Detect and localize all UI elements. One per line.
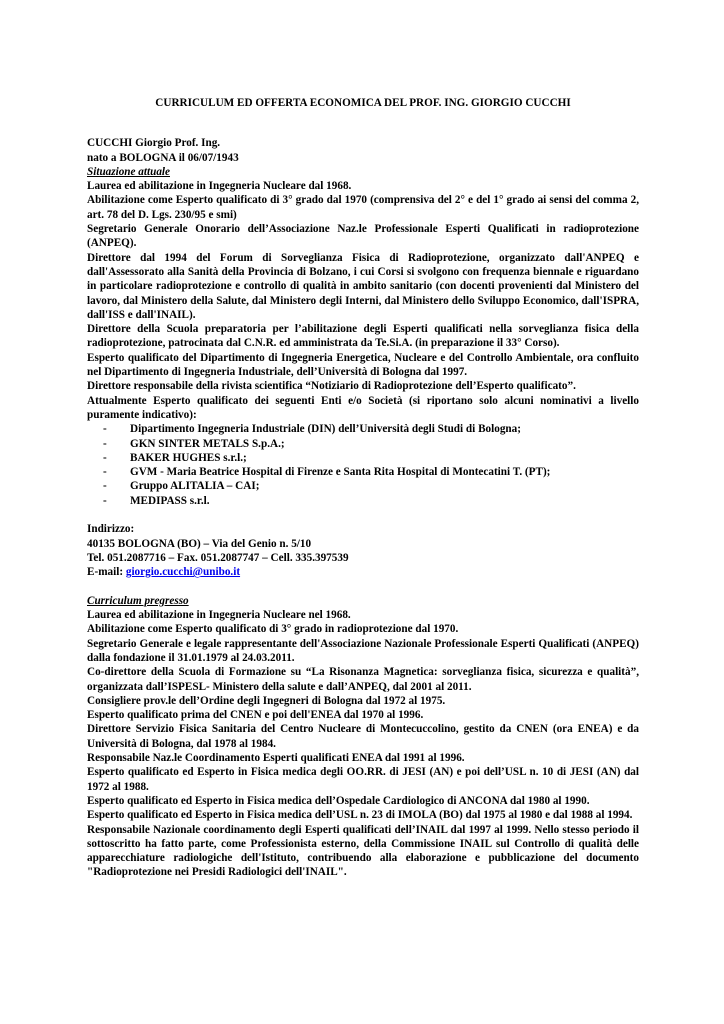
past-paragraph: Esperto qualificato ed Esperto in Fisica medica dell’Ospedale Cardiologico di ANCONA dal 1980 al 1990. [87,794,590,807]
email-link[interactable]: giorgio.cucchi@unibo.it [125,566,241,579]
address-line: 40135 BOLOGNA (BO) – Via del Genio n. 5/10 [87,537,312,550]
list-item: - GVM - Maria Beatrice Hospital di Firenze e Santa Rita Hospital di Montecatini T. (PT); [103,465,639,479]
past-paragraph: Abilitazione come Esperto qualificato di 3° grado in radioprotezione dal 1970. [87,623,459,636]
email-label: E-mail: [87,566,126,579]
entities-list [87,422,639,508]
document-title: CURRICULUM ED OFFERTA ECONOMICA DEL PROF. ING. GIORGIO CUCCHI [155,97,571,109]
past-paragraph: Esperto qualificato ed Esperto in Fisica medica degli OO.RR. di JESI (AN) e poi dell’USL n. 10 di JESI (AN) dal 1972 al 1988. [87,766,639,793]
past-paragraph: Segretario Generale e legale rappresentante dell'Associazione Nazionale Professionale Esperti Qualificati (ANPEQ) dalla fondazione il 31.01.1979 al 24.03.2011. [87,637,639,664]
document-page [87,96,639,880]
list-item: - MEDIPASS s.r.l. [103,494,639,508]
spacer [87,508,639,522]
list-item: - Dipartimento Ingegneria Industriale (DIN) dell’Università degli Studi di Bologna; [103,422,639,436]
list-item: - BAKER HUGHES s.r.l.; [103,451,639,465]
address-label: Indirizzo: [87,523,135,536]
current-paragraph: Segretario Generale Onorario dell’Associazione Naz.le Professionale Esperti Qualificati in radioprotezione (ANPEQ). [87,223,639,250]
past-paragraph: Responsabile Naz.le Coordinamento Esperti qualificati ENEA dal 1991 al 1996. [87,752,465,765]
email-line [87,565,639,579]
current-situation-heading: Situazione attuale [87,165,170,178]
past-paragraph: Laurea ed abilitazione in Ingegneria Nucleare nel 1968. [87,609,351,622]
list-item: - Gruppo ALITALIA – CAI; [103,479,639,493]
past-paragraph: Responsabile Nazionale coordinamento degli Esperti qualificati dell’INAIL dal 1997 al 1999. Nello stesso periodo il sottoscritto ha fatto parte, come Professionista esterno, della Commissione INAIL sul Controllo di qualità delle apparecchiature radiologiche dell'Istituto, contribuendo alla elaborazione e pubblicazione del documento "Radioprotezione nei Presidi Radiologici dell'INAIL". [87,823,639,879]
current-paragraph: Direttore dal 1994 del Forum di Sorveglianza Fisica di Radioprotezione, organizzato dall'ANPEQ e dall'Assessorato alla Sanità della Provincia di Bolzano, i cui Corsi si svolgono con frequenza biennale e riguardano in particolare radioprotezione e controllo di qualità in ambito sanitario (con docenti provenienti dal Ministero del lavoro, dal Ministero della Salute, dal Ministero degli Interni, dal Ministero dello Sviluppo Economico, dall'ISPRA, dall'ISS e dall'INAIL). [87,251,639,321]
spacer [87,580,639,594]
past-paragraph: Esperto qualificato prima del CNEN e poi dell'ENEA dal 1970 al 1996. [87,709,424,722]
birth-info: nato a BOLOGNA il 06/07/1943 [87,151,239,164]
past-paragraph: Direttore Servizio Fisica Sanitaria del Centro Nucleare di Montecuccolino, gestito da CNEN (ora ENEA) e da Università di Bologna, dal 1978 al 1984. [87,723,639,750]
current-paragraph: Laurea ed abilitazione in Ingegneria Nucleare dal 1968. [87,180,352,193]
phone-line: Tel. 051.2087716 – Fax. 051.2087747 – Cell. 335.397539 [87,551,349,564]
past-paragraph: Esperto qualificato ed Esperto in Fisica medica dell’USL n. 23 di IMOLA (BO) dal 1975 al 1980 e dal 1988 al 1994. [87,809,633,822]
current-paragraph: Abilitazione come Esperto qualificato di 3° grado dal 1970 (comprensiva del 2° e del 1° grado ai sensi del comma 2, art. 78 del D. Lgs. 230/95 e smi) [87,194,639,221]
current-paragraph: Esperto qualificato del Dipartimento di Ingegneria Energetica, Nucleare e del Controllo Ambientale, ora confluito nel Dipartimento di Ingegneria Industriale, dell’Università di Bologna dal 1997. [87,351,639,379]
list-item: - GKN SINTER METALS S.p.A.; [103,437,639,451]
current-paragraph: Direttore responsabile della rivista scientifica “Notiziario di Radioprotezione dell’Esperto qualificato”. [87,380,576,393]
current-paragraph: Attualmente Esperto qualificato dei seguenti Enti e/o Società (si riportano solo alcuni nominativi a livello puramente indicativo): [87,394,639,421]
current-paragraph: Direttore della Scuola preparatoria per l’abilitazione degli Esperti qualificati nella sorveglianza fisica della radioprotezione, patrocinata dal C.N.R. ed amministrata da Te.Si.A. (in preparazione il 33° Corso). [87,323,639,350]
past-curriculum-heading: Curriculum pregresso [87,594,189,607]
past-paragraph: Consigliere prov.le dell’Ordine degli Ingegneri di Bologna dal 1972 al 1975. [87,694,446,707]
past-paragraph: Co-direttore della Scuola di Formazione su “La Risonanza Magnetica: sorveglianza fisica, sicurezza e qualità”, organizzata dall’ISPESL- Ministero della salute e dall’ANPEQ, dal 2001 al 2011. [87,666,639,693]
person-name: CUCCHI Giorgio Prof. Ing. [87,137,221,150]
